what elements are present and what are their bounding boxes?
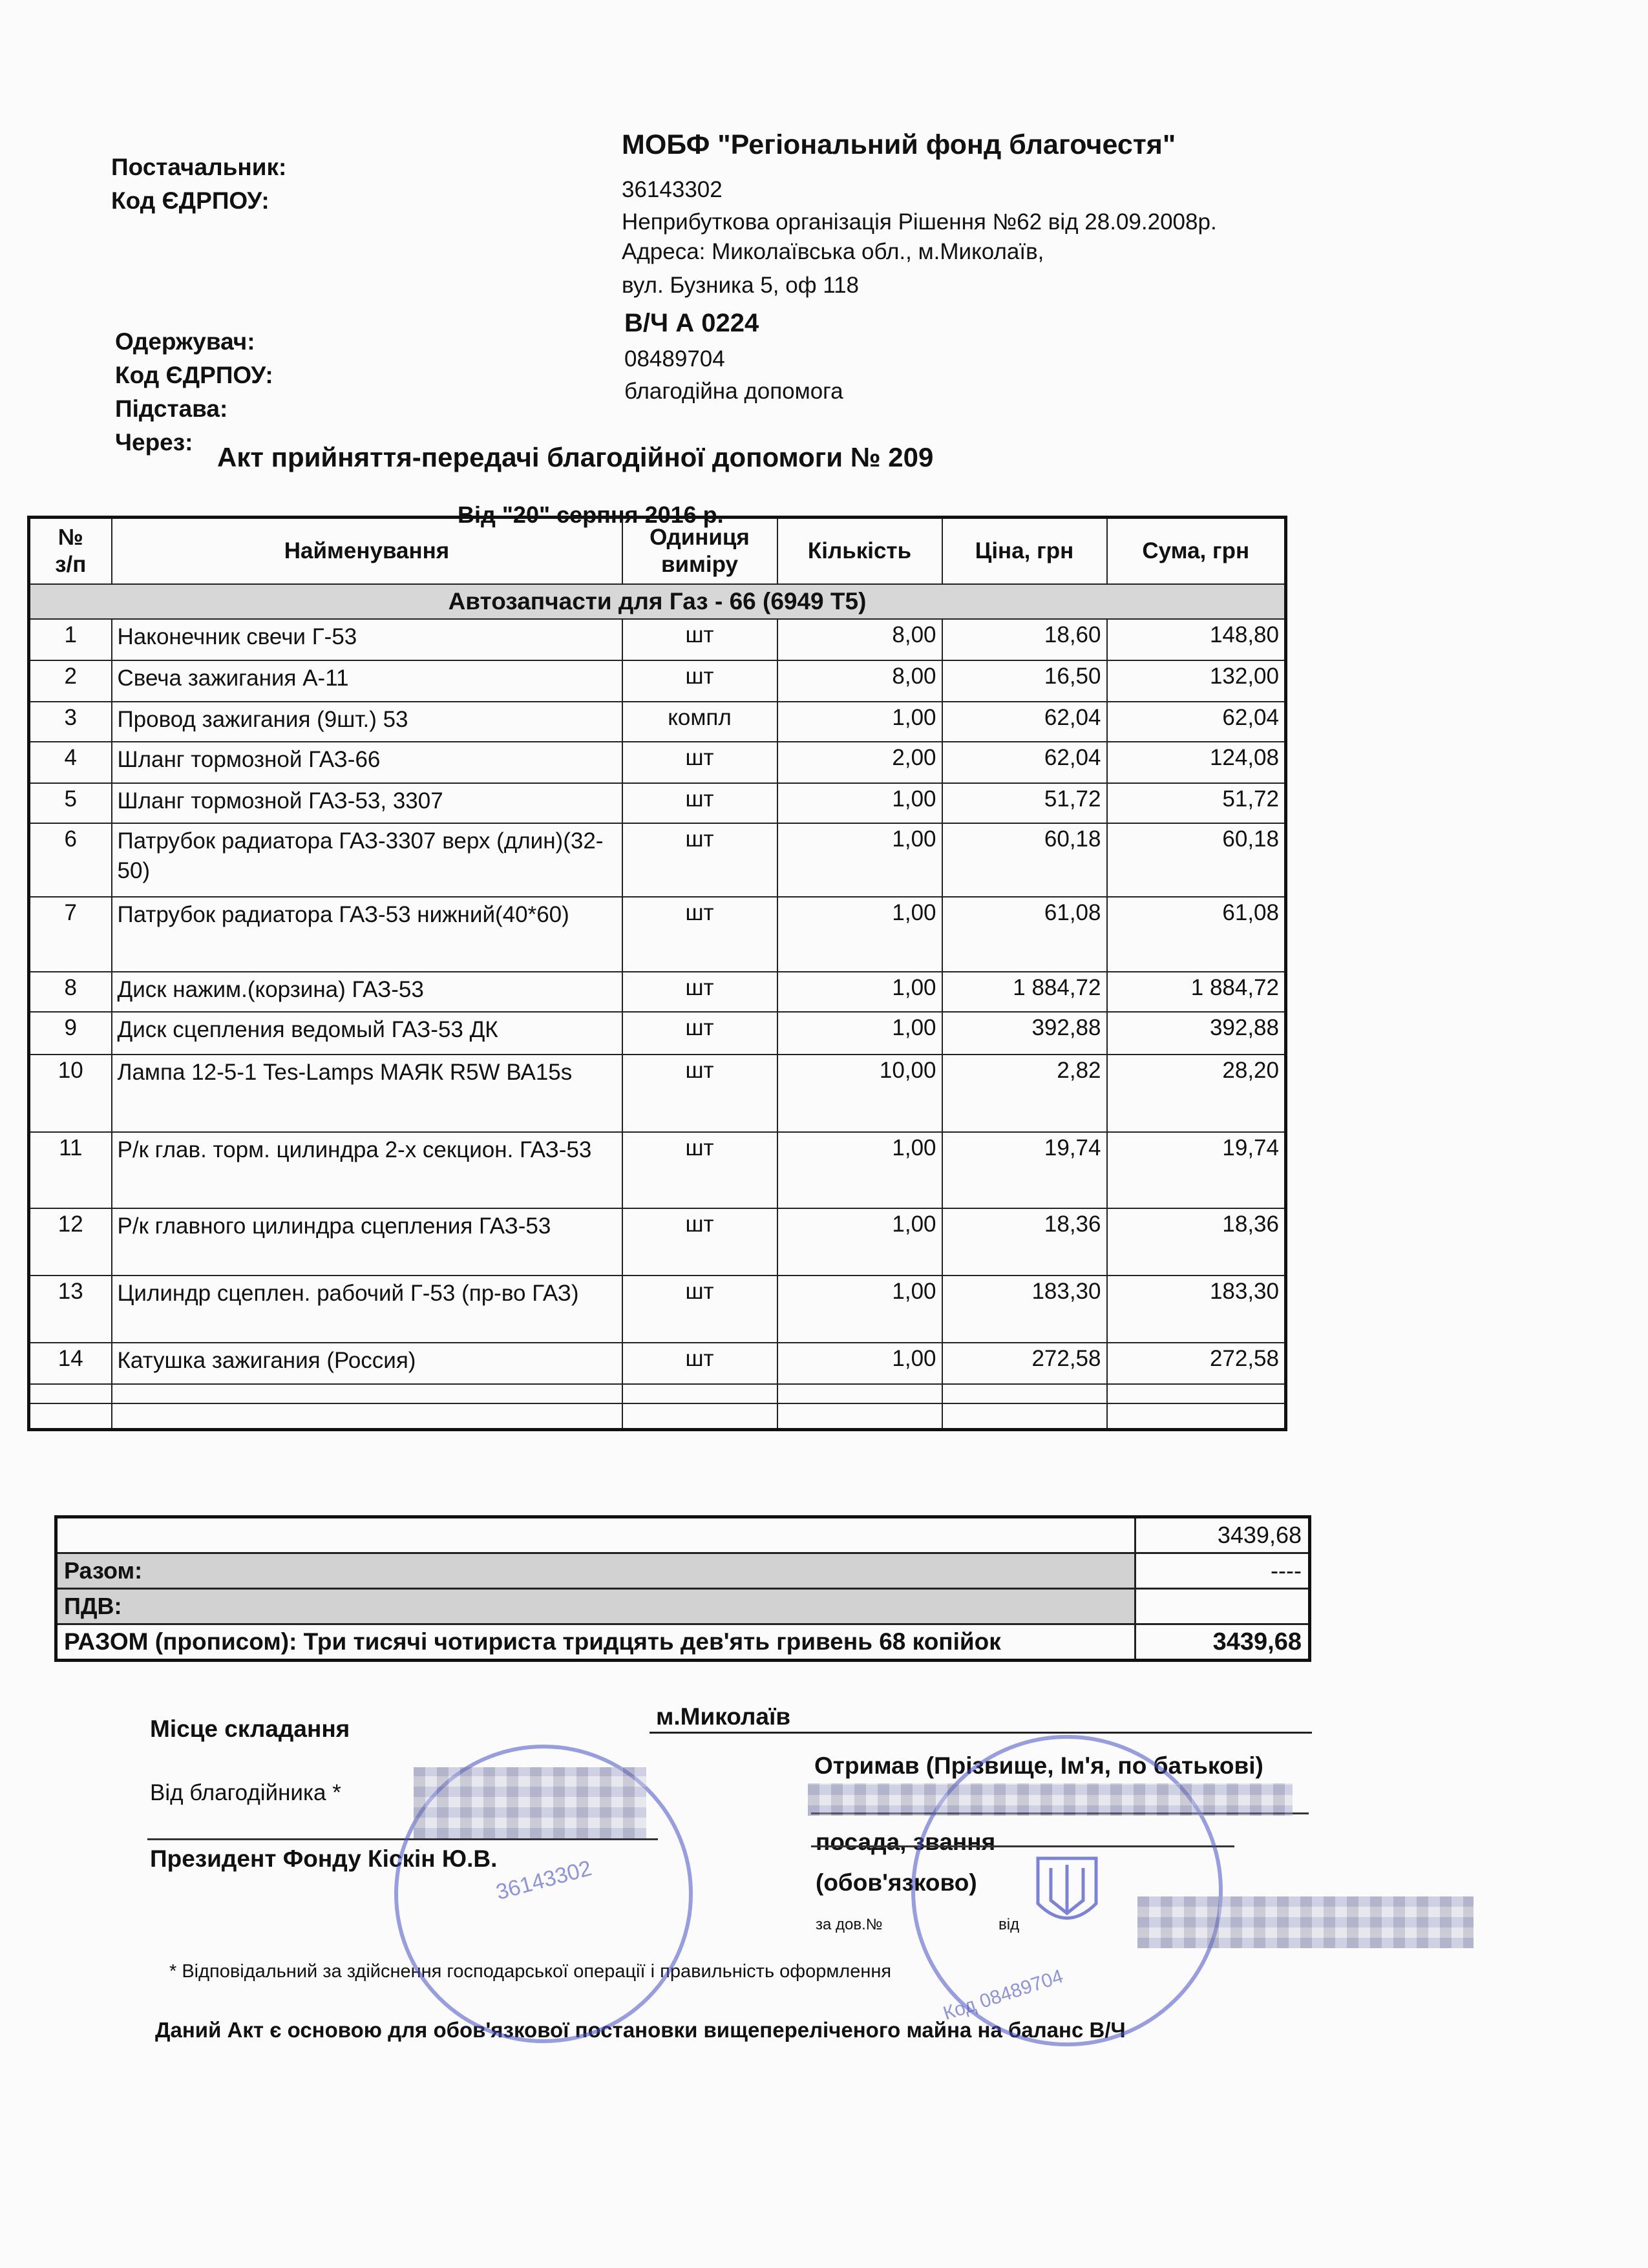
contract-label: за дов.№ — [816, 1916, 883, 1933]
totals-table — [54, 1515, 1311, 1662]
table-row: 10 Лампа 12-5-1 Tes-Lamps МАЯК R5W ВА15s шт 10,00 2,82 28,20 — [29, 1055, 1286, 1132]
total-in-words: РАЗОМ (прописом): Три тисячі чотириста тридцять дев'ять гривень 68 копійок — [56, 1624, 1136, 1661]
recipient-label: Одержувач: — [115, 328, 255, 355]
col-qty-header: Кількість — [777, 518, 942, 585]
from-benefactor-label: Від благодійника * — [150, 1780, 341, 1805]
table-row: 11 Р/к глав. торм. цилиндра 2-х секцион. ГАЗ-53 шт 1,00 19,74 19,74 — [29, 1132, 1286, 1208]
table-row: 14 Катушка зажигания (Россия) шт 1,00 272,58 272,58 — [29, 1343, 1286, 1384]
recipient-code-label: Код ЄДРПОУ: — [115, 362, 273, 388]
place-value: м.Миколаїв — [656, 1703, 791, 1730]
act-title: Акт прийняття-передачі благодійної допомоги № 209 — [217, 442, 934, 472]
empty-row — [29, 1384, 1286, 1403]
place-label: Місце складання — [150, 1716, 350, 1742]
supplier-address-line-2: вул. Бузника 5, оф 118 — [622, 273, 860, 298]
president-name: Президент Фонду Кіскін Ю.В. — [150, 1845, 498, 1872]
col-unit-header: Одиниця виміру — [622, 518, 777, 585]
table-row: 4 Шланг тормозной ГАЗ-66 шт 2,00 62,04 124,08 — [29, 742, 1286, 783]
subtotal-value: 3439,68 — [1136, 1517, 1310, 1553]
supplier-code-label: Код ЄДРПОУ: — [111, 187, 269, 214]
table-row: 6 Патрубок радиатора ГАЗ-3307 верх (длин)(32-50) шт 1,00 60,18 60,18 — [29, 823, 1286, 897]
table-header-row — [29, 518, 1286, 585]
military-unit-seal-stamp — [911, 1735, 1223, 2046]
col-number-header: № з/п — [29, 518, 112, 585]
table-row: 2 Свеча зажигания А-11 шт 8,00 16,50 132,00 — [29, 660, 1286, 702]
table-row: 8 Диск нажим.(корзина) ГАЗ-53 шт 1,00 1 884,72 1 884,72 — [29, 972, 1286, 1012]
supplier-address-line-1: Адреса: Миколаївська обл., м.Миколаїв, — [622, 239, 1044, 264]
group-title: Автозапчасти для Газ - 66 (6949 Т5) — [29, 584, 1286, 619]
basis-label: Підстава: — [115, 395, 228, 422]
mandatory-label: (обов'язково) — [816, 1869, 977, 1896]
vat-label: ПДВ: — [56, 1589, 1136, 1624]
col-price-header: Ціна, грн — [942, 518, 1107, 585]
total-in-words-value: 3439,68 — [1136, 1624, 1310, 1661]
supplier-code: 36143302 — [622, 177, 723, 202]
via-label: Через: — [115, 429, 193, 456]
recipient-name: В/Ч А 0224 — [624, 309, 759, 337]
act-date: Від "20" серпня 2016 р. — [458, 501, 724, 528]
redacted-recipient-name — [808, 1783, 1293, 1816]
table-row: 13 Цилиндр сцеплен. рабочий Г-53 (пр-во ГАЗ) шт 1,00 183,30 183,30 — [29, 1276, 1286, 1343]
military-seal-code: Код 08489704 — [940, 1966, 1066, 2025]
redacted-benefactor-signature — [414, 1767, 646, 1838]
total-label: Разом: — [56, 1553, 1136, 1589]
trident-emblem-icon — [1031, 1852, 1103, 1936]
table-row: 1 Наконечник свечи Г-53 шт 8,00 18,60 148,80 — [29, 619, 1286, 660]
table-row: 3 Провод зажигания (9шт.) 53 компл 1,00 62,04 62,04 — [29, 702, 1286, 742]
received-label: Отримав (Прізвище, Ім'я, по батькові) — [814, 1752, 1263, 1779]
col-sum-header: Сума, грн — [1107, 518, 1286, 585]
position-label: посада, звання — [816, 1829, 996, 1855]
supplier-name: МОБФ "Регіональний фонд благочестя" — [622, 129, 1176, 160]
empty-row — [29, 1403, 1286, 1429]
supplier-note: Неприбуткова організація Рішення №62 від 28.09.2008р. — [622, 209, 1217, 235]
responsible-note: * Відповідальний за здійснення господарської операції і правильність оформлення — [169, 1961, 892, 1982]
table-row: 5 Шланг тормозной ГАЗ-53, 3307 шт 1,00 51,72 51,72 — [29, 783, 1286, 823]
table-row: 9 Диск сцепления ведомый ГАЗ-53 ДК шт 1,00 392,88 392,88 — [29, 1012, 1286, 1055]
basis-value: благодійна допомога — [624, 379, 843, 404]
items-table — [27, 516, 1287, 1431]
contract-from-label: від — [998, 1916, 1020, 1933]
final-statement: Даний Акт є основою для обов'язкової постановки вищепереліченого майна на баланс В/Ч — [155, 2018, 1126, 2042]
recipient-code: 08489704 — [624, 346, 725, 372]
supplier-label: Постачальник: — [111, 154, 287, 180]
table-row: 12 Р/к главного цилиндра сцепления ГАЗ-53 шт 1,00 18,36 18,36 — [29, 1208, 1286, 1276]
place-underline — [650, 1732, 1312, 1734]
col-name-header: Найменування — [112, 518, 622, 585]
total-value: ---- — [1136, 1553, 1310, 1589]
redacted-recipient-signature — [1137, 1896, 1474, 1948]
fund-seal-code: 36143302 — [493, 1856, 595, 1905]
table-row: 7 Патрубок радиатора ГАЗ-53 нижний(40*60) шт 1,00 61,08 61,08 — [29, 897, 1286, 972]
